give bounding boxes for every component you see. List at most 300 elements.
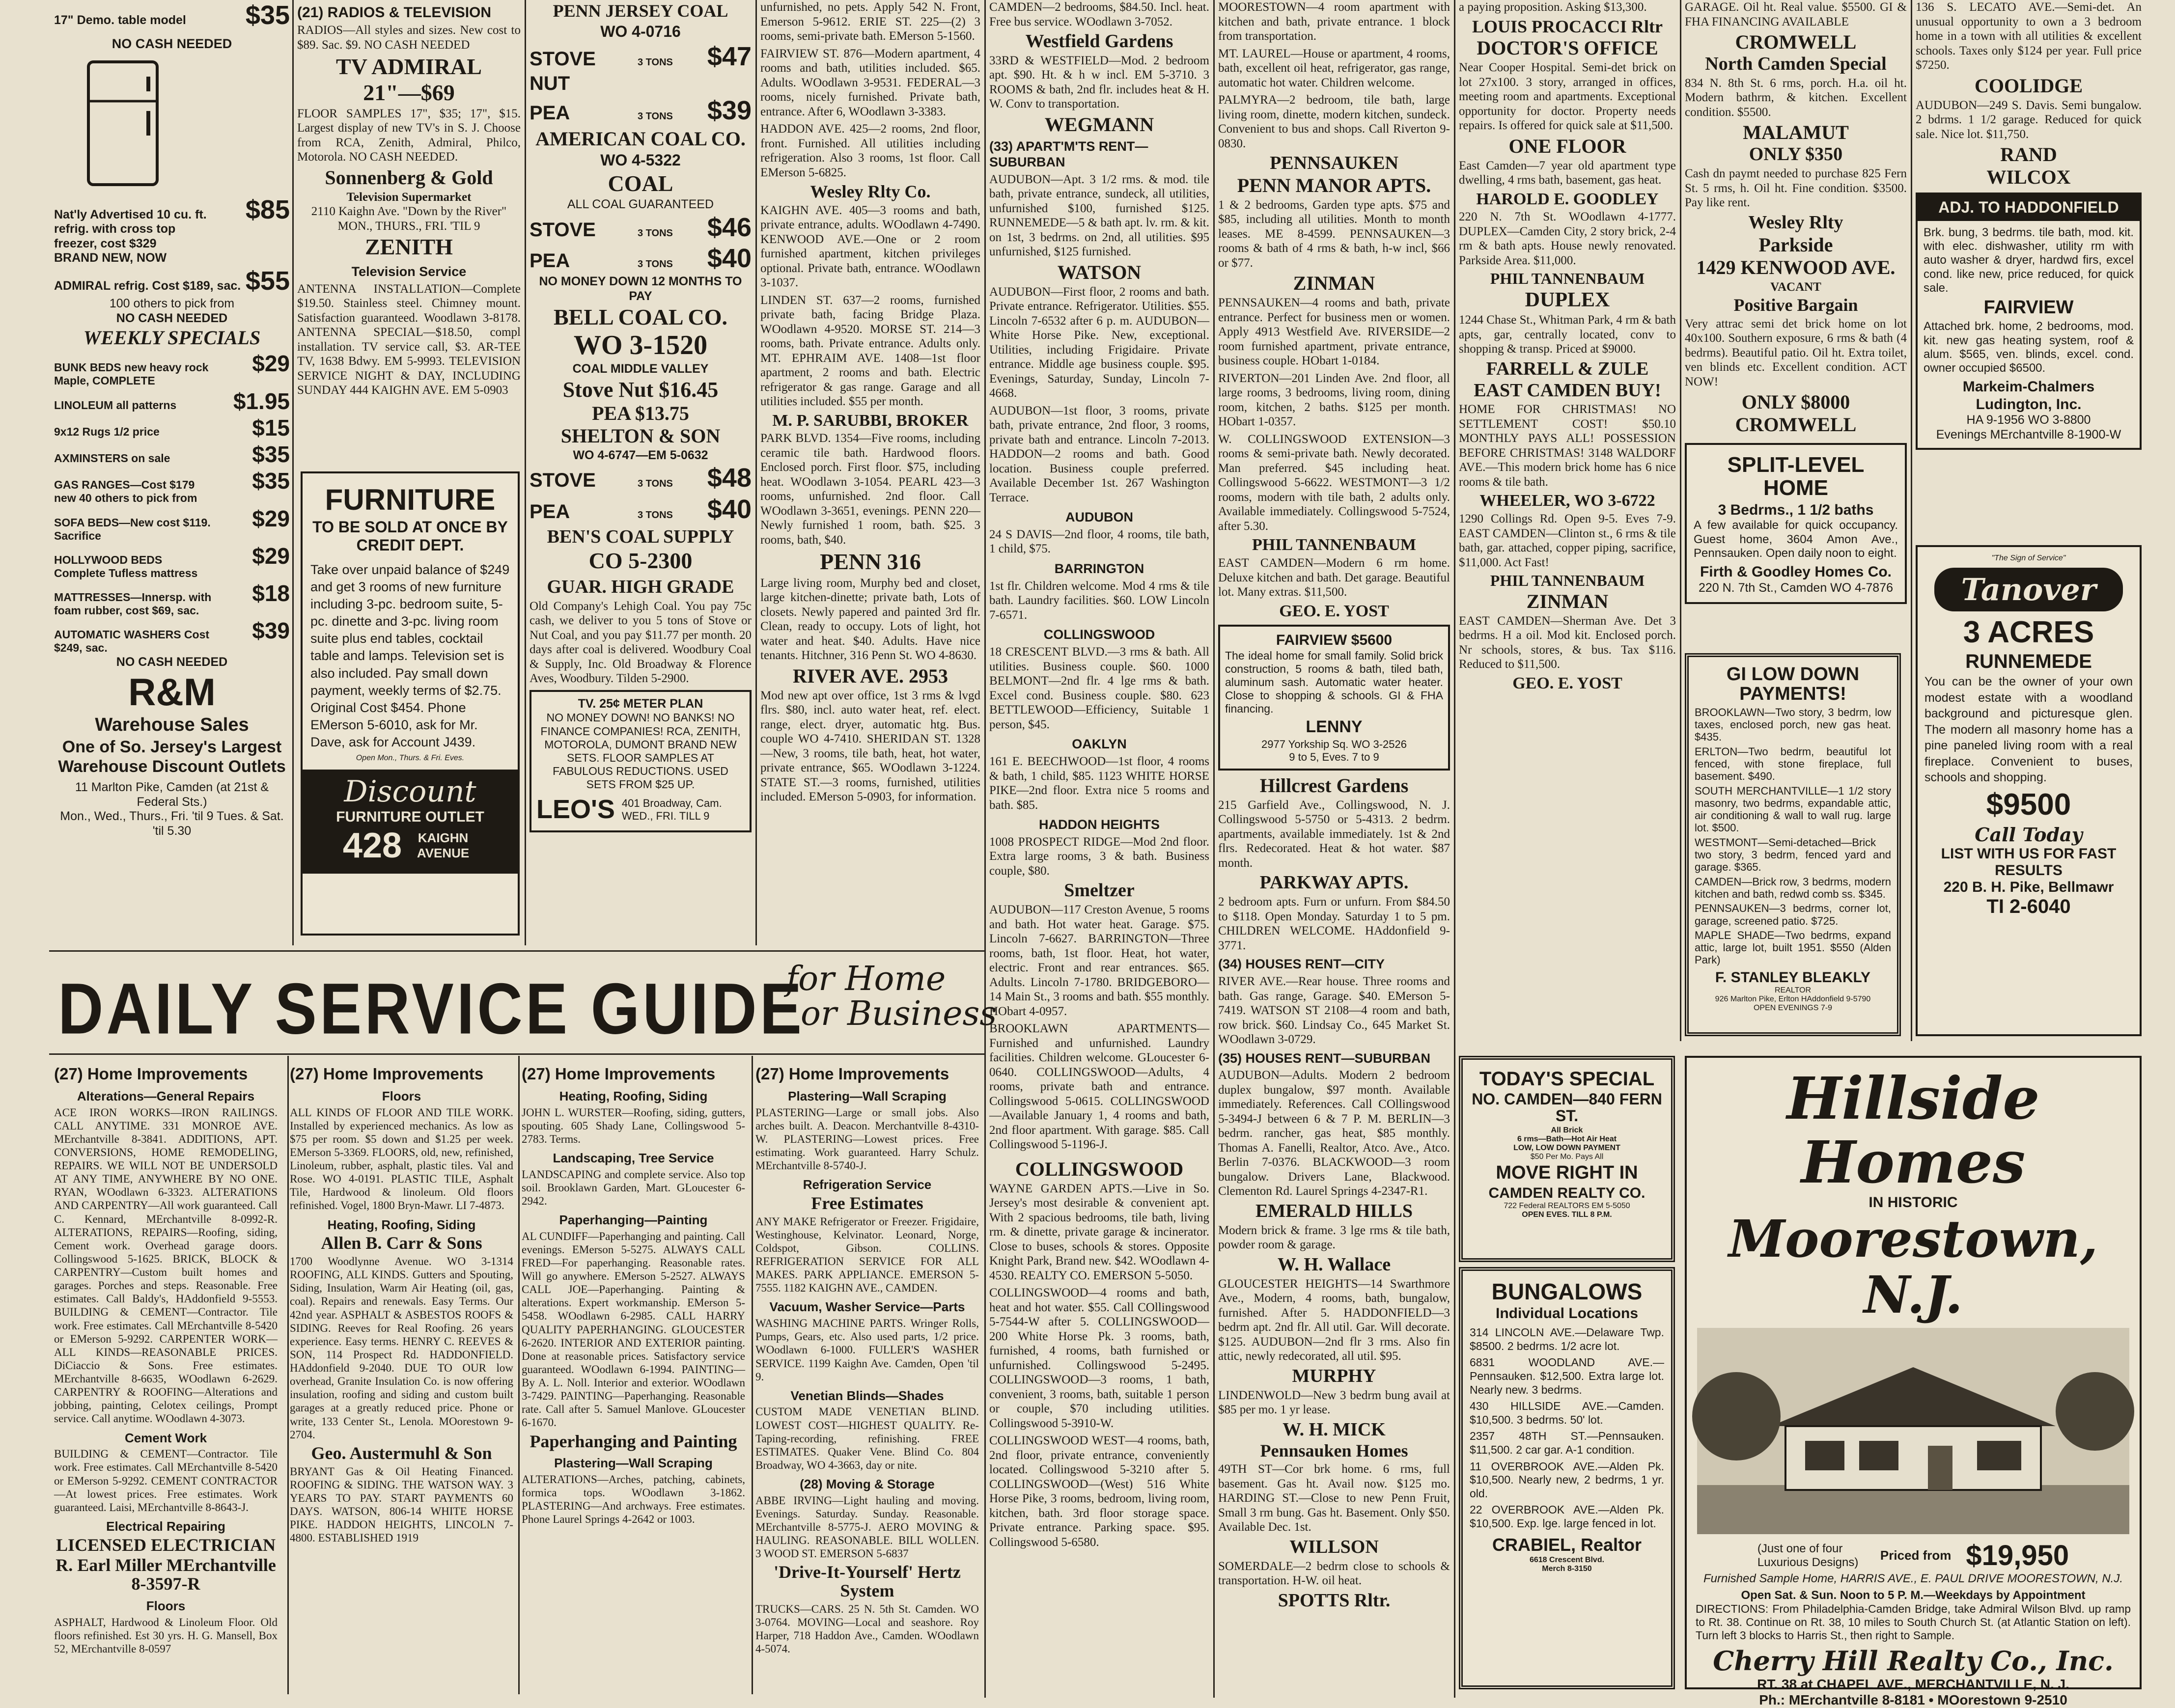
subsection-heading: Vacuum, Washer Service—Parts (769, 1299, 965, 1315)
bens-coal-name: BEN'S COAL SUPPLY (547, 526, 734, 547)
tv-meter-heading: TV. 25¢ METER PLAN (578, 696, 703, 711)
split-text: A few available for quick occupancy. Guest home, 3604 Amon Ave., Pennsauken. Open daily noon to eight. (1694, 519, 1898, 560)
special-low: LOW, LOW DOWN PAYMENT (1513, 1144, 1620, 1153)
special-price: $29 (252, 543, 290, 569)
special-row (54, 350, 290, 387)
column-rule (1213, 0, 1215, 1698)
bell-coal-name: BELL COAL CO. (553, 304, 728, 330)
special-open: OPEN EVES. TILL 8 P.M. (1522, 1211, 1612, 1219)
listing-text: BRYANT Gas & Oil Heating Financed. ROOFING & SIDING. THE WATSON WAY. 3 YEARS TO PAY. START PAYMENTS 60 DAYS. WATSON, 806-14 WHITE HORSE PIKE. HADDON HEIGHTS, LINCOLN 7-4800. ESTABLISHED 1919 (290, 1465, 513, 1544)
todays-special-ad (1459, 1056, 1675, 1262)
penn-manor-name: PENN MANOR APTS. (1237, 174, 1431, 196)
cromwell-name: CROMWELL (1735, 31, 1857, 53)
subsection-heading: Venetian Blinds—Shades (790, 1388, 944, 1403)
no-cash-label: NO CASH NEEDED (112, 36, 232, 51)
sarubbi-name: M. P. SARUBBI, BROKER (772, 411, 969, 430)
suburban-apartments-column: CAMDEN—2 bedrooms, $84.50. Incl. heat. Free bus service. WOodlawn 3-7052. Westfield Gardens 33RD & WESTFIELD—Mod. 2 bedroom apt. $90. Ht. & h w incl. EM 5-3710. 3 ROOMS & bath, 2nd flr. includes heat & H. W. Conv to transportation. WEGMANN (33) APART'M'TS RENT—SUBURBAN AUDUBON—Apt. 3 1/2 rms. & mod. tile bath, private entrance, sundeck, all utilities, unfurnished $100, furnished $125. RUNNEMEDE—5 & bath apt. lv. rm. & kit. on 1st, 3 bedrms. on 2nd, all utilities. $95 unfurnished, $125 furnished. WATSON AUDUBON—First floor, 2 rooms and bath. Private entrance. Refrigerator. Utilities. $55. Lincoln 7-6532 after 6 p. m. AUDUBON—White Horse Pike. New, exceptional. Utilities, including Frigidaire. Private entrance. Middle age business couple. $95. Evenings, Saturday, Sunday, Lincoln 7-4668. AUDUBON—1st floor, 3 rooms, private bath, private entrance, 2nd floor, 3 rooms, private bath and entrance. Lincoln 7-2013. HADDON—2 rooms and bath. Good location. Business couple preferred. Available December 1st. 267 Washington Terrace. AUDUBON 24 S DAVIS—2nd floor, 4 rooms, tile bath, 1 child, $75. BARRINGTON 1st flr. Children welcome. Mod 4 rms & tile bath. Laundry facilities. $60. LOW Lincoln 7-6571. COLLINGSWOOD 18 CRESCENT BLVD.—3 rms & bath. All utilities. Business couple. $60. 1000 BELMONT—2nd flr. 4 lge rms & bath. Excel cond. Business couple. $80. 623 BETTLEWOOD—Efficiency, Suitable 1 person, $45. OAKLYN 161 E. BEECHWOOD—1st floor, 4 rooms & bath, 1 child, $85. 1123 WHITE HORSE PIKE—2nd floor. Extra nice 5 rooms and bath. $85. HADDON HEIGHTS 1008 PROSPECT RIDGE—Mod 2nd floor. Extra large rooms, 3 & bath. Business couple, $80. Smeltzer AUDUBON—117 Creston Avenue, 5 rooms and bath. Hot water heat. Garage. $75. Lincoln 7-6627. BARRINGTON—Three rooms, bath, 1st floor. Heat, hot water, electric. Front and rear entrances. $65. Adults. Lincoln 7-1780. BRIDGEBORO—14 Main St., 3 rooms and bath. $55 monthly. HObart 4-0957. BROOKLAWN APARTMENTS—Furnished and unfurnished. Laundry facilities. Children welcome. GLoucester 6-0640. COLLINGSWOOD—Adults, 4 rooms, private bath and entrance. Collingswood 5-0615. COLLINGSWOOD—Available January 1, 4 rooms and bath, 2nd floor apartment. With garage. $85. Call Collingswood 5-1196-J. COLLINGSWOOD WAYNE GARDEN APTS.—Live in So. Jersey's most desirable & convenient apt. With 2 spacious bedrooms, tile bath, living rm. & dinette, private garage & incinerator. Close to buses, schools & stores. Opposite Knight Park, Brand new. $42. WOodlawn 4-4530. REALTY CO. EMERSON 5-5050. COLLINGSWOOD—4 rooms and bath, heat and hot water. $55. Call COllingswood 5-7544-W after 5. COLLINGSWOOD—200 White Horse Pk. 3 rooms, bath, furnished, 4 rooms, bath furnished or unfurnished. Collingswood 5-2495. COLLINGSWOOD—3 rooms, 1 bath, convenient, 3 rooms, bath, suitable 1 person or couple, $70 including utilities. Collingswood 5-3910-W. COLLINGSWOOD WEST—4 rooms, bath, 2nd floor, private entrance, conveniently located. Collingswood 5-3210 after 5. COLLINGSWOOD—(West) 516 White Horse Pike, 3 rooms, bedroom, living room, kitchen, bath. 3rd floor storage space. Private entrance. Parking space. $95. Collingswood 5-6580. (989, 0, 1209, 1549)
leos-address: 401 Broadway, Cam. WED., FRI. TILL 9 (621, 797, 722, 823)
brand-new-label: BRAND NEW, NOW (54, 251, 167, 265)
special-row (54, 388, 290, 414)
coal-heading: COAL (608, 170, 673, 196)
special-item: SOFA BEDS—New cost $119. Sacrifice (54, 516, 211, 542)
others-label: 100 others to pick from (109, 297, 235, 311)
penn-jersey-name: PENN JERSEY COAL (553, 1, 728, 21)
item-label: Nat'ly Advertised 10 cu. ft. refrig. with cross top freezer, cost $329 (54, 207, 207, 250)
section-rule (49, 950, 984, 952)
coal-price-row (530, 243, 752, 275)
watson-name: WATSON (1057, 261, 1142, 283)
subsection-heading: Floors (146, 1598, 186, 1613)
listing-text: ACE IRON WORKS—IRON RAILINGS. CALL ANYTIME. 331 MONROE AVE. MErchantville 8-3841. ADDITIONS, APT. CONVERSIONS, HOME REMODELING, REPAIRS. WE WILL NOT BE UNDERSOLD AT ANY TIME, ANYWHERE BY NO ONE. RYAN, WOodlawn 6-3323. ALTERATIONS AND CARPENTRY—All work guaranteed. Call C. Kennard, MErchantville 8-0992-R. ALTERATIONS, REPAIRS—Roofing, siding, Cement work. Overhead garage doors. Collingswood 5-1625. BRICK, BLOCK & CARPENTRY—Custom built homes and garages. Porches and steps. Reasonable. Free estimates. Call Baldy's, HAddonfield 9-5553. BUILDING & CEMENT—Contractor. Tile work. Free estimates. Call MErchantville 8-5420 or EMerson 5-9292. CARPENTER WORK—ALL KINDS—REASONABLE PRICES. DiCiaccio & Sons. Free estimates. MErchantville 8-6635, WOodlawn 6-2629. CARPENTRY & ROOFING—Alterations and jobbing, painting, Celotex ceilings, Prompt service. Call anytime. WOodlawn 4-3073. (54, 1106, 278, 1425)
mick-name: W. H. MICK (1283, 1419, 1386, 1440)
advertiser-name: Paperhanging and Painting (530, 1431, 737, 1451)
farrell-name: FARRELL & ZULE (1486, 358, 1649, 379)
gi-listing: SOUTH MERCHANTVILLE—1 1/2 story masonry, two bedrms, expandable attic, air conditioning & wall to wall rug. large lot. $500. (1695, 784, 1891, 834)
section-heading: (27) Home Improvements (290, 1065, 484, 1083)
sonnenberg-name: Sonnenberg & Gold (325, 166, 493, 189)
shelton-phone: WO 4-6747—EM 5-0632 (573, 448, 708, 462)
gi-listing-list (1695, 706, 1891, 966)
coal-grade: PEA (530, 102, 570, 124)
coal-price: $46 (707, 212, 752, 242)
willson-name: WILLSON (1289, 1536, 1379, 1557)
tv-text: FLOOR SAMPLES 17", $35; 17", $15. Largest display of new TV's in S. J. Choose from RCA, Zenith, Admiral, Philco, Motorola. NO CASH NEEDED. (297, 107, 521, 164)
furniture-credit-title: FURNITURE (325, 483, 496, 516)
tanover-name: Tanover (1961, 572, 2096, 607)
hillside-price: $19,950 (1966, 1540, 2069, 1572)
outlet-number: 428 (342, 826, 402, 866)
hillside-title: Hillside Homes (1786, 1064, 2040, 1196)
rm-line1: Warehouse Sales (95, 714, 249, 735)
special-price: $35 (252, 468, 290, 494)
outlet-label: FURNITURE OUTLET (336, 809, 484, 826)
crabiel-address: 6618 Crescent Blvd. (1529, 1556, 1605, 1565)
cherry-hill-name: Cherry Hill Realty Co., Inc. (1713, 1645, 2114, 1677)
markeim-phone: HA 9-1956 WO 3-8800 (1966, 413, 2091, 427)
acres-price: $9500 (1986, 787, 2071, 822)
advertiser-name: LICENSED ELECTRICIAN (56, 1535, 276, 1555)
special-row (54, 617, 290, 655)
listing-text: ALTERATIONS—Arches, patching, cabinets, formica tops. WOodlawn 3-1862. PLASTERING—And archways. Free estimates. Phone Laurel Springs 4-2642 or 1003. (522, 1473, 745, 1526)
american-coal-phone: WO 4-5322 (600, 151, 681, 169)
special-rooms: 6 rms—Bath—Hot Air Heat (1517, 1135, 1617, 1144)
coal-grade: STOVE (530, 48, 596, 70)
no-cash-label: NO CASH NEEDED (116, 655, 228, 669)
malamut-name: MALAMUT (1743, 121, 1849, 144)
coal-unit: 3 TONS (638, 478, 673, 490)
tv-service-text: ANTENNA INSTALLATION—Complete $19.50. Stainless steel. Chimney mount. Satisfaction guaranteed. Woodlawn 3-8178. ANTENNA SPECIAL—$18.50, compl installation. TV service call, $3. AR-TEE TV, 1638 Bdwy. EM 5-9993. TELEVISION SERVICE NIGHT & DAY, INCLUDING SUNDAY 444 KAIGHN AVE. EM 5-0903 (297, 282, 521, 397)
bungalows-sub: Individual Locations (1495, 1305, 1639, 1322)
bleakly-name: F. STANLEY BLEAKLY (1715, 969, 1871, 986)
cherry-hill-address: RT. 38 at CHAPEL AVE., MERCHANTVILLE, N. J. (1757, 1677, 2069, 1692)
subsection-heading: Alterations—General Repairs (77, 1088, 255, 1103)
tannenbaum-name: PHIL TANNENBAUM (1490, 270, 1645, 288)
coal-price-table (530, 212, 752, 275)
ti-phone: TI 2-6040 (1986, 895, 2071, 917)
special-pays: $50 Per Mo. Pays All (1530, 1153, 1604, 1161)
wesley-name: Wesley Rlty Co. (810, 182, 931, 201)
coal-price-row (530, 72, 752, 95)
coal-price: $40 (707, 495, 752, 524)
rm-address: 11 Marlton Pike, Camden (at 21st & Federal Sts.) (75, 780, 269, 809)
special-address: NO. CAMDEN—840 FERN ST. (1472, 1090, 1662, 1125)
special-item: BUNK BEDS new heavy rock Maple, COMPLETE (54, 361, 209, 387)
coal-price-row (530, 212, 752, 244)
listing-text: ANY MAKE Refrigerator or Freezer. Frigidaire, Westinghouse, Kelvinator. Leonard, Norge, Coldspot, Gibson. COLLINS. REFRIGERATION SERVICE FOR ALL MAKES. PARK APPLIANCE. EMERSON 5-7555. 1182 KAIGHN AVE., CAMDEN. (755, 1215, 979, 1295)
list-with-us: LIST WITH US FOR FAST RESULTS (1941, 845, 2117, 879)
special-brick: All Brick (1551, 1126, 1583, 1135)
weekly-specials-heading: WEEKLY SPECIALS (83, 327, 261, 349)
fairview-box-text: The ideal home for small family. Solid brick construction, 5 rooms & bath, tiled bath, aluminum sash. Automatic water heater. Close to shopping & schools. GI & FHA financing. (1225, 649, 1443, 716)
spotts-name: SPOTTS Rltr. (1278, 1590, 1391, 1611)
special-price: $39 (252, 618, 290, 644)
special-item: 9x12 Rugs 1/2 price (54, 425, 160, 438)
advertiser-name: R. Earl Miller MErchantville 8-3597-R (56, 1555, 276, 1594)
bleakly-evenings: OPEN EVENINGS 7-9 (1753, 1003, 1833, 1012)
parkside-name: Parkside (1758, 233, 1833, 256)
bungalow-listing: 2357 48TH ST.—Pennsauken. $11,500. 2 car gar. A-1 condition. (1470, 1430, 1664, 1457)
special-title: TODAY'S SPECIAL (1479, 1068, 1655, 1090)
coal-unit: 3 TONS (638, 111, 673, 122)
wallace-name: W. H. Wallace (1277, 1254, 1391, 1275)
river-ave-name: RIVER AVE. 2953 (793, 664, 948, 687)
section-heading: (27) Home Improvements (755, 1065, 949, 1083)
subsection-heading: Heating, Roofing, Siding (327, 1217, 476, 1232)
daily-service-guide-title: DAILY SERVICE GUIDE (58, 968, 805, 1049)
special-item: HOLLYWOOD BEDS Complete Tufless mattress (54, 553, 198, 579)
tanover-ad (1916, 545, 2142, 1036)
listing-text: ALL KINDS OF FLOOR AND TILE WORK. Installed by experienced mechanics. As low as $75 per room. $5 down and $1.25 per week. EMerson 5-3369. FLOORS, old, new, refinished, Linoleum, rubber, asphalt, plastic tiles. Val and Rose. WO 4-0191. PLASTIC TILE, Asphalt Tile, Hardwood & linoleum. Old floors refinished. Vogel, 1800 Bryn-Mawr. LI 7-4873. (290, 1106, 513, 1212)
cromwell-name: CROMWELL (1735, 413, 1857, 436)
gi-listing: CAMDEN—Brick row, 3 bedrms, modern kitchen and bath, redwd comb ss. $345. (1695, 875, 1891, 900)
penn316-name: PENN 316 (820, 549, 921, 575)
rand-name: RAND (2000, 143, 2057, 165)
special-row (54, 468, 290, 505)
bungalow-listing: 6831 WOODLAND AVE.—Pennsauken. $12,500. Extra large lot. Nearly new. 3 bedrms. (1470, 1356, 1664, 1396)
sonnenberg-address: 2110 Kaighn Ave. "Down by the River" MON., THURS., FRI. 'TIL 9 (311, 205, 507, 233)
coal-grade: PEA (530, 250, 570, 272)
wilcox-name: WILCOX (1986, 166, 2071, 188)
outlet-street: KAIGHN AVENUE (417, 830, 470, 861)
section-heading: (35) HOUSES RENT—SUBURBAN (1218, 1050, 1431, 1066)
coal-price: $48 (707, 463, 752, 493)
column-rule (1680, 0, 1681, 1041)
coal-price-table (530, 41, 752, 127)
stove-nut-price: Stove Nut $16.45 (562, 377, 719, 402)
houses-column: MOORESTOWN—4 room apartment with kitchen and bath, private entrance. 1 block from transportation. MT. LAUREL—House or apartment, 4 rooms, bath, excellent oil heat, refrigerator, gas range, automatic hot water. Children welcome. PALMYRA—2 bedroom, tile bath, large living room, dinette, modern kitchen, sundeck. Convenient to bus and shops. Call Riverton 9-0830. PENNSAUKEN PENN MANOR APTS. 1 & 2 bedrooms, Garden type apts. $75 and $85, including all utilities. Month to month leases. ME 8-4599. PENNSAUKEN—3 rooms & bath of 4 rms & bath, h-w incl, $66 or $77. ZINMAN PENNSAUKEN—4 rooms and bath, private entrance. Perfect for business men or women. Apply 4913 Westfield Ave. RIVERSIDE—2 room furnished apartment, private entrance, business couple. HObart 1-0184. RIVERTON—201 Linden Ave. 2nd floor, all large rooms, 3 bedrooms, living room, dining room, kitchen, 2 baths. $125 per month. HObart 1-0357. W. COLLINGSWOOD EXTENSION—3 rooms & semi-private bath. Newly decorated. Man preferred. $45 including heat. Collingswood 5-6622. WESTMONT—3 1/2 rooms, modern with tile bath, 2 adults only. Available immediately. Collingswood 5-7524, after 5.30. PHIL TANNENBAUM EAST CAMDEN—Modern 6 rm home. Deluxe kitchen and bath. Det garage. Beautiful lot. Many extras. $11,500. GEO. E. YOST FAIRVIEW $5600 The ideal home for small family. Solid brick construction, 5 rooms & bath, tiled bath, aluminum sash. Automatic water heater. Close to shopping & schools. GI & FHA financing. LENNY 2977 Yorkship Sq. WO 3-2526 9 to 5, Eves. 7 to 9 Hillcrest Gardens 215 Garfield Ave., Collingswood, N. J. Collingswood 5-5750 or 5-4313. 2 bedrm. apartments, available immediately. 1st & 2nd flrs. Redecorated. Heat & hot water. $87 month. PARKWAY APTS. 2 bedroom apts. Furn or unfurn. From $84.50 to $118. Open Monday. Saturday 1 to 5 pm. CHILDREN WELCOME. HAddonfield 9-3771. (34) HOUSES RENT—CITY RIVER AVE.—Rear house. Three rooms and bath. Gas range, Garage. $40. EMerson 5-7419. WATSON ST 2108—4 room and bath, row brick. $60. Lindsay Co., 645 Market St. WOodlawn 3-0729. (35) HOUSES RENT—SUBURBAN AUDUBON—Adults. Modern 2 bedroom duplex bungalow, $97 month. Available immediately. References. Call COllingswood 5-3494-J between 6 & 7 P. M. BERLIN—3 bedrm. rancher, gas heat, $85 monthly. Thomas A. Fanelli, Realtor, Atco. Ave., Atco. Berlin 7-0376. BLACKWOOD—3 room bungalow. Drivers Lane, Blackwood. Clementon Rd. Laurel Springs 4-2347-R1. EMERALD HILLS Modern brick & frame. 3 lge rms & tile bath, powder room & garage. W. H. Wallace GLOUCESTER HEIGHTS—14 Swarthmore Ave., Modern, 4 rooms, bath, bungalow, furnished. After 5. HADDONFIELD—3 bedrm apt. 2nd flr. All util. Gar. Will decorate. $125. AUDUBON—2nd flr 3 rms. Also fin attic, newly redecorated, all util. $95. MURPHY LINDENWOLD—New 3 bedrm bung avail at $85 per mo. 1 yr lease. W. H. MICK Pennsauken Homes 49TH ST—Cor brk home. 6 rms, full basement. Gas ht. Avail now. $125 mo. HARDING ST.—Close to new Penn Fruit, Small 3 rm bung. Gas ht. Basement. Only $50. Available Dec. 1st. WILLSON SOMERDALE—2 bedrm close to schools & transportation. H-W. oil heat. SPOTTS Rltr. (1218, 0, 1450, 1611)
firth-address: 220 N. 7th St., Camden WO 4-7876 (1698, 580, 1894, 595)
only350-name: ONLY $350 (1749, 144, 1843, 165)
kenwood-name: 1429 KENWOOD AVE. (1696, 256, 1896, 278)
bungalows-ad (1459, 1267, 1675, 1689)
subsection-heading: Cement Work (124, 1430, 207, 1445)
positive-bargain: Positive Bargain (1733, 295, 1858, 315)
subsection-heading: Heating, Roofing, Siding (559, 1088, 708, 1103)
rm-line2: One of So. Jersey's Largest Warehouse Discount Outlets (58, 737, 286, 776)
adj-title: ADJ. TO HADDONFIELD (1918, 194, 2140, 221)
column-rule (1911, 0, 1912, 1041)
penn-homes-name: Pennsauken Homes (1260, 1440, 1408, 1460)
bungalow-listing: 11 OVERBROOK AVE.—Alden Pk. $10,500. Nearly new, 2 bedrms, 1 yr. old. (1470, 1460, 1664, 1500)
murphy-name: MURPHY (1292, 1365, 1376, 1386)
section-heading: (21) RADIOS & TELEVISION (297, 4, 492, 21)
coal-unit: 3 TONS (638, 259, 673, 270)
coal-price-row (530, 41, 752, 73)
no-money-label: NO MONEY DOWN 12 MONTHS TO PAY (539, 275, 742, 303)
sonnenberg-sub: Television Supermarket (346, 190, 472, 204)
guar-heading: GUAR. HIGH GRADE (547, 577, 734, 598)
coal-grade: NUT (530, 73, 570, 95)
tanover-logo (1934, 568, 2123, 611)
cherry-hill-phone: Ph.: MErchantville 8-8181 • MOorestown 9-2510 (1759, 1692, 2067, 1708)
pea-price: PEA $13.75 (592, 402, 689, 424)
split-level-ad (1685, 443, 1907, 604)
fairview-box-title: FAIRVIEW $5600 (1276, 632, 1393, 649)
coolidge-name: COOLIDGE (1974, 74, 2083, 97)
listing-text: CUSTOM MADE VENETIAN BLIND. LOWEST COST—HIGHEST QUALITY. Re-Taping-recording, refinishing. FREE ESTIMATES. Quaker Vene. Blind Co. 804 Broadway, WO 4-3663, day or nite. (755, 1405, 979, 1471)
goodley-name: HAROLD E. GOODLEY (1476, 190, 1659, 208)
guide-sub-line1: for Home (786, 960, 946, 998)
listing-text: BUILDING & CEMENT—Contractor. Tile work. Free estimates. Call MErchantville 8-5420 or EMerson 5-9292. CEMENT CONTRACTOR—At lowest prices. Free estimates. Work guaranteed. Laisi, MErchantville 8-8643-J. (54, 1448, 278, 1514)
service-guide-column (522, 1061, 745, 1694)
zinman-name: ZINMAN (1293, 272, 1375, 295)
special-row (54, 580, 290, 617)
listing-text: PLASTERING—Large or small jobs. Also arches built. A. Deacon. Merchantville 8-4310-W. PLASTERING—Lowest prices. Free estimating. Work guaranteed. Harry Schulz. MErchantville 8-5740-J. (755, 1106, 979, 1172)
hillside-note: (Just one of four Luxurious Designs) (1757, 1542, 1859, 1569)
tannenbaum-name: PHIL TANNENBAUM (1490, 572, 1645, 590)
gi-title: GI LOW DOWN PAYMENTS! (1726, 664, 1860, 704)
tanover-sign: "The Sign of Service" (1991, 554, 2066, 562)
lenny-hours: 9 to 5, Eves. 7 to 9 (1289, 750, 1379, 763)
east-camden-name: EAST CAMDEN BUY! (1474, 380, 1661, 401)
collingswood-name: COLLINGSWOOD (1015, 1157, 1184, 1180)
wheeler-name: WHEELER, WO 3-6722 (1479, 492, 1655, 510)
hillside-priced: Priced from (1880, 1548, 1952, 1563)
special-row (54, 543, 290, 580)
adj-text: Brk. bung, 3 bedrms. tile bath, mod. kit. with elec. dishwasher, utility rm with auto washer & dryer, hardwd firs, excel cond. like new, price reduced, for quick sale. (1924, 225, 2134, 295)
leos-name: LEO'S (536, 795, 615, 825)
section-rule (49, 1053, 984, 1055)
zenith-name: ZENITH (365, 234, 453, 260)
yost-name: GEO. E. YOST (1279, 602, 1389, 620)
listing-text: JOHN L. WURSTER—Roofing, siding, gutters, spouting. 605 Shady Lane, Collingswood 5-2783. Terms. (522, 1106, 745, 1145)
tv-admiral-price: 21"—$69 (363, 80, 455, 105)
coal-price-row (530, 95, 752, 127)
listing-text: WASHING MACHINE PARTS. Wringer Rolls, Pumps, Gears, etc. Also used parts, 1/2 price. WOodlawn 6-1000. FULLER'S WASHER SERVICE. 1199 Kaighn Ave. Camden, Open 'til 9. (755, 1317, 979, 1383)
zinman-name: ZINMAN (1526, 590, 1609, 612)
gi-payments-ad (1685, 653, 1901, 1036)
furniture-warehouse-ad (54, 0, 290, 945)
item-price: $85 (245, 194, 290, 224)
hillside-directions: DIRECTIONS: From Philadelphia-Camden Bridge, take Admiral Wilson Blvd. up ramp to Rt. 38. Continue on Rt. 38, 10 miles to South Church St. (at Atlantic Station on left). Turn left 3 blocks to Harris St., then right to Sample. (1696, 1602, 2131, 1642)
fairview-text: Attached brk. home, 2 bedrooms, mod. kit. new gas heating system, roof & alum. $565, ven. blinds, excel. cond. owner occupied $6500. (1924, 320, 2134, 375)
column-rule (525, 0, 526, 945)
shelton-name: SHELTON & SON (560, 424, 721, 447)
furniture-credit-body: Take over unpaid balance of $249 and get 3 rooms of new furniture including 3-pc. bedroom suite, 5-pc. dinette and 3-pc. living room suite plus end tables, cocktail table and lamps. Television set is also included. Pay small down payment, weekly terms of $2.75. Original Cost $454. Phone EMerson 5-6010, ask for Mr. Dave, ask for Account J439. (310, 562, 510, 749)
special-realty: CAMDEN REALTY CO. (1488, 1185, 1645, 1202)
pike-address: 220 B. H. Pike, Bellmawr (1943, 879, 2114, 895)
runnemede-name: RUNNEMEDE (1965, 651, 2092, 673)
rm-logo: R&M (128, 670, 216, 714)
rm-hours: Mon., Wed., Thurs., Fri. 'til 9 Tues. & Sat. 'til 5.30 (60, 809, 284, 838)
hillcrest-name: Hillcrest Gardens (1259, 774, 1409, 797)
listing-text: ABBE IRVING—Light hauling and moving. Evenings. Saturday. Sunday. Reasonable. MErchantville 8-5775-J. AERO MOVING & HAULING. REASONABLE. BILL WOLLEN. 3 WOOD ST. EMERSON 5-6837 (755, 1494, 979, 1560)
coal-price: $47 (707, 41, 752, 71)
bleakly-sub: REALTOR (1774, 986, 1812, 994)
gi-listing: ERLTON—Two bedrm, beautiful lot fenced, with stone fireplace, full basement. $490. (1695, 745, 1891, 783)
only8000-name: ONLY $8000 (1741, 391, 1850, 413)
column-rule (1454, 0, 1455, 1698)
far-right-column: 136 S. LECATO AVE.—Semi-det. An unusual opportunity to own a 3 bedroom home in a town with all utilities & excellent schools. Taxes only $124 per year. Full price $7250. COOLIDGE AUDUBON—249 S. Davis. Semi bungalow. 2 bdrms. 1 1/2 garage. Reduced for quick sale. Nice lot. $11,750. RAND WILCOX ADJ. TO HADDONFIELD Brk. bung, 3 bedrms. tile bath, mod. kit. with elec. dishwasher, utility rm with auto washer & dryer, hardwd firs, excel cond. like new, price reduced, for quick sale. FAIRVIEW Attached brk. home, 2 bedrooms, mod. kit. new gas heating system, roof & alum. $565, ven. blinds, excel. cond. owner occupied $6500. Markeim-Chalmers Ludington, Inc. HA 9-1956 WO 3-8800 Evenings MErchantville 8-1900-W (1916, 0, 2142, 540)
service-guide-column (290, 1061, 513, 1694)
subsection-heading: Electrical Repairing (106, 1518, 225, 1534)
specials-list (54, 350, 290, 655)
house-illustration (1697, 1328, 2129, 1534)
special-item: MATTRESSES—Innersp. with foam rubber, cost $69, sac. (54, 591, 212, 617)
leos-tv-ad (530, 690, 752, 832)
radios-intro: RADIOS—All styles and sizes. New cost to $89. Sac. $9. NO CASH NEEDED (297, 24, 521, 52)
acres-text: You can be the owner of your own modest estate with a woodland background and picturesque glen. The modern all masonry home has a pine paneled living room with a real fireplace. Convenient to buses, schools and shopping. (1924, 675, 2133, 785)
special-item: AUTOMATIC WASHERS Cost $249, sac. (54, 628, 210, 655)
coal-price-row (530, 494, 752, 525)
no-cash-label: NO CASH NEEDED (116, 311, 228, 325)
special-row (54, 441, 290, 468)
parkway-name: PARKWAY APTS. (1259, 872, 1409, 893)
hillside-sample: Furnished Sample Home, HARRIS AVE., E. PAUL DRIVE MOORESTOWN, N.J. (1703, 1572, 2123, 1586)
section-heading: (27) Home Improvements (522, 1065, 716, 1083)
subsection-heading: Plastering—Wall Scraping (554, 1456, 713, 1471)
gi-listing: BROOKLAWN—Two story, 3 bedrm, low taxes, enclosed porch, new gas heat. $435. (1695, 706, 1891, 744)
special-item: LINOLEUM all patterns (54, 398, 177, 412)
bleakly-address: 926 Marlton Pike, Erlton HAddonfield 9-5790 (1715, 994, 1871, 1003)
refrigerator-icon (74, 57, 172, 190)
penn-jersey-phone: WO 4-0716 (600, 22, 681, 40)
service-guide-column (54, 1061, 278, 1694)
gi-listing: PENNSAUKEN—3 bedrms, corner lot, garage, screened patio. $725. (1695, 902, 1891, 927)
firth-name: Firth & Goodley Homes Co. (1700, 564, 1892, 580)
bungalow-listing: 22 OVERBROOK AVE.—Alden Pk. $10,500. Exp. lge. large fenced in lot. (1470, 1503, 1664, 1530)
coal-column (530, 0, 752, 945)
listing-text: 1700 Woodlynne Avenue. WO 3-1314 ROOFING, ALL KINDS. Gutters and Spouting, Siding, Insulation, Warm Air Heating (oil, gas, coal). Repairs and renewals. Easy Terms. Our 42nd year. ASPHALT & ASBESTOS ROOFS & SIDING. Reeves for Real Roofing. 26 years experience. Easy terms. HENRY C. REEVES & SON, 114 Prospect Rd. HADDONFIELD. HAddonfield 9-2040. DUE TO OUR low overhead, Granite Insulation Co. is now offering insulation, roofing and siding and custom built garages at a greatly reduced price. Phone or write, 133 Center St., Lenola. MOorestown 9-2704. (290, 1255, 513, 1441)
furniture-credit-ad (301, 471, 520, 936)
right-listings-column: GARAGE. Oil ht. Real value. $5500. GI & FHA FINANCING AVAILABLE CROMWELL North Camden Special 834 N. 8th St. 6 rms, porch. H.a. oil ht. Modern bathrm, & kitchen. Excellent condition. $5500. MALAMUT ONLY $350 Cash dn paymt needed to purchase 825 Fern St. 5 rms, h. Oil ht. Fine condition. $3500. Pay like rent. Wesley Rlty Parkside 1429 KENWOOD AVE. VACANT Positive Bargain Very attrac semi det brick home on lot 40x100. Southern exposure, 6 rms & bath (4 bedrms). Beautiful patio. Oil ht. Extra toilet, ven blinds etc. Excellent condition. ACT NOW! ONLY $8000 CROMWELL SPLIT-LEVEL HOME 3 Bedrms., 1 1/2 baths A few available for quick occupancy. Guest home, 3604 Amon Ave., Pennsauken. Open daily noon to eight. Firth & Goodley Homes Co. 220 N. 7th St., Camden WO 4-7876 (1685, 0, 1907, 835)
daily-service-guide-sub (786, 962, 997, 1032)
subsection-heading: Plastering—Wall Scraping (788, 1088, 947, 1103)
special-price: $29 (252, 351, 290, 377)
north-camden-name: North Camden Special (1705, 54, 1887, 74)
split-title: SPLIT-LEVEL HOME (1727, 453, 1865, 500)
discount-outlet-banner (303, 770, 518, 874)
apartments-column: unfurnished, no pets. Apply 542 N. Front, Emerson 5-9612. ERIE ST. 225—(2) 3 rooms, semi-private bath. EMerson 5-1560. FAIRVIEW ST. 876—Modern apartment, 4 rooms and bath, utilities included. $65. Adults. WOodlawn 3-9531. FEDERAL—3 rooms, nicely furnished. Private bath, entrance. After 6, WOodlawn 3-3383. HADDON AVE. 425—2 rooms, 2nd floor, front. Furnished. All utilities including refrigeration. Also 3 rooms, 1st floor. Call EMerson 5-6825. Wesley Rlty Co. KAIGHN AVE. 405—3 rooms and bath, private entrance, adults. WOodlawn 4-7490. KENWOOD AVE.—One or 2 room furnished apartment, kitchen privileges optional. Private bath, entrance. WOodlawn 3-1037. LINDEN ST. 637—2 rooms, furnished private bath, facing Bridge Plaza. WOodlawn 4-9520. MORSE ST. 214—3 rooms, bath. Private entrance. Adults only. MT. EPHRAIM AVE. 1408—1st floor apartment, 2 rooms and bath. Electric refrigerator & gas range. Garage and all utilities included. $55 per month. M. P. SARUBBI, BROKER PARK BLVD. 1354—Five rooms, including ceramic tile bath. Hardwood floors. Enclosed porch. First floor. $75, including heat. WOodlawn 3-1054. PEARL 423—3 rooms, unfurnished. 2nd floor. Call WOodlawn 3-3651, evenings. PENN 220—Newly furnished 1 room, bath. $25. 3 rooms, bath, $40. PENN 316 Large living room, Murphy bed and closet, large kitchen-dinette; private bath, Lots of closets. Newly papered and painted 3rd flr. Clean, ready to occupy. Lots of light, hot water and heat. $40. Adults. Have nice tenants. Hitchner, 316 Penn St. WO 4-8630. RIVER AVE. 2953 Mod new apt over office, 1st 3 rms & lvgd flrs. $80, incl. auto water heat, ref. elect. range, elect. dryer, automatic htg. Bus. couple WO 4-7410. SHERIDAN ST. 1328—New, 3 rooms, tile bath, heat, hot water, private entrance, $65. WOodlawn 3-1224. STATE ST.—3 rooms, furnished, utilities included. EMerson 5-0903, for information. (760, 0, 980, 804)
coal-price-row (530, 463, 752, 494)
advertiser-name: Free Estimates (811, 1193, 923, 1213)
middle-valley-label: COAL MIDDLE VALLEY (572, 362, 709, 376)
houses-for-sale-column: a paying proposition. Asking $13,300. LOUIS PROCACCI Rltr DOCTOR'S OFFICE Near Cooper Hospital. Semi-det brick on lot 27x100. 3 story, arranged in offices, meeting room and apartments. Exceptional opportunity for doctor. Property needs repairs. Is offered for quick sale at $11,500. ONE FLOOR East Camden—7 year old apartment type dwelling, 4 rms bath, basement, gas heat. HAROLD E. GOODLEY 220 N. 7th St. WOodlawn 4-1777. DUPLEX—Camden City, 2 story brick, 2-4 rm & bath apts. House newly renovated. Parkside Area. $11,000. PHIL TANNENBAUM DUPLEX 1244 Chase St., Whitman Park, 4 rm & bath apts, gar, centrally located, conv to shopping & transp. Priced at $9000. FARRELL & ZULE EAST CAMDEN BUY! HOME FOR CHRISTMAS! NO SETTLEMENT COST! $50.10 MONTHLY PAYS ALL! POSSESSION BEFORE CHRISTMAS! 3148 WALDORF AVE.—This modern brick home has 6 nice rooms & tile bath. WHEELER, WO 3-6722 1290 Collings Rd. Open 9-5. Eves 7-9. EAST CAMDEN—Clinton st., 6 rms & tile bath, gar. attached, copper piping, sacrifice, $11,000. Act Fast! PHIL TANNENBAUM ZINMAN EAST CAMDEN—Sherman Ave. Det 3 bedrms. H a oil. Mod kit. Enclosed porch. Nr schools, stores, & bus. Tax $116. Reduced to $11,500. GEO. E. YOST (1459, 0, 1676, 692)
special-price: $1.95 (233, 388, 290, 414)
special-realty-address: 722 Federal REALTORS EM 5-5050 (1504, 1202, 1630, 1211)
markeim-name: Markeim-Chalmers Ludington, Inc. (1962, 379, 2095, 413)
special-row (54, 505, 290, 543)
listing-text: LANDSCAPING and complete service. Also top soil. Brooklawn Garden, Mart. GLoucester 6-2942. (522, 1168, 745, 1207)
special-price: $15 (252, 414, 290, 441)
coal-price-table (530, 463, 752, 525)
special-move: MOVE RIGHT IN (1496, 1162, 1638, 1184)
listing-text: ASPHALT, Hardwood & Linoleum Floor. Old floors refinished. Est 30 yrs. H. G. Mansell, Box 52, MErchantville 8-0597 (54, 1616, 278, 1655)
bungalow-listing: 314 LINCOLN AVE.—Delaware Twp. $8500. 2 bedrms. 1/2 acre lot. (1470, 1326, 1664, 1352)
westfield-name: Westfield Gardens (1025, 31, 1173, 52)
one-floor-name: ONE FLOOR (1508, 135, 1626, 157)
column-rule (755, 0, 757, 945)
service-guide-column (755, 1061, 979, 1694)
tv-meter-text: NO MONEY DOWN! NO BANKS! NO FINANCE COMPANIES! RCA, ZENITH, MOTOROLA, DUMONT BRAND NEW SETS. FLOOR SAMPLES AT FABULOUS REDUCTIONS. USED SETS FROM $25 UP. (540, 711, 741, 791)
subsection-heading: Floors (382, 1088, 421, 1103)
split-sub: 3 Bedrms., 1 1/2 baths (1718, 501, 1874, 518)
advertiser-name: Allen B. Carr & Sons (321, 1233, 482, 1253)
coal-price: $40 (707, 244, 752, 274)
gi-listing: WESTMONT—Semi-detached—Brick two story, 3 bedrm, fenced yard and garage. $365. (1695, 836, 1891, 874)
subsection-heading: (28) Moving & Storage (800, 1477, 935, 1492)
acres-title: 3 ACRES (1963, 615, 2094, 649)
bungalow-listing-list (1470, 1326, 1664, 1530)
special-item: GAS RANGES—Cost $179 new 40 others to pick from (54, 478, 197, 505)
hillside-open: Open Sat. & Sun. Noon to 5 P. M.—Weekdays by Appointment (1741, 1589, 2086, 1602)
procacci-name: LOUIS PROCACCI Rltr (1472, 16, 1663, 36)
special-row (54, 414, 290, 441)
item-price: $35 (245, 0, 290, 30)
yost-name: GEO. E. YOST (1512, 674, 1622, 692)
coal-guaranteed: ALL COAL GUARANTEED (567, 197, 714, 212)
coal-grade: STOVE (530, 219, 596, 241)
guar-text: Old Company's Lehigh Coal. You pay 75c cash, we deliver to you 5 tons of Stove or Nut Coal, and you pay $11.77 per month. 20 days after coal is delivered. Woodbury Coal & Supply, Inc. Old Broadway & Florence Aves, Woodbury. Tilden 5-2900. (530, 599, 752, 686)
section-heading: (34) HOUSES RENT—CITY (1218, 957, 1385, 972)
item-label: 17" Demo. table model (54, 13, 186, 27)
duplex-name: DUPLEX (1525, 289, 1610, 312)
subsection-heading: Refrigeration Service (803, 1177, 932, 1192)
subsection-heading: Paperhanging—Painting (559, 1212, 708, 1228)
discount-label: Discount (344, 774, 476, 809)
call-today: Call Today (1975, 823, 2083, 846)
column-rule (752, 1056, 753, 1694)
advertiser-name: 'Drive-It-Yourself' Hertz System (774, 1562, 961, 1601)
special-price: $18 (252, 580, 290, 606)
column-rule (518, 1056, 520, 1694)
hillside-homes-ad (1685, 1056, 2142, 1708)
subsection-heading: Landscaping, Tree Service (553, 1150, 714, 1165)
lenny-name: LENNY (1306, 717, 1363, 737)
furniture-credit-hours: Open Mon., Thurs. & Fri. Eves. (356, 754, 465, 763)
guide-sub-line2: or Business (801, 994, 997, 1034)
bens-coal-phone: CO 5-2300 (588, 548, 693, 573)
item-price: $55 (245, 266, 290, 296)
crabiel-name: CRABIEL, Realtor (1492, 1534, 1642, 1555)
hillside-in-historic: IN HISTORIC (1868, 1194, 1958, 1211)
coal-unit: 3 TONS (638, 510, 673, 521)
wesley-rlty-name: Wesley Rlty (1748, 212, 1843, 233)
subsection-heading: Television Service (351, 264, 467, 279)
hillside-town: Moorestown, N.J. (1728, 1208, 2098, 1325)
fairview-title: FAIRVIEW (1983, 297, 2074, 318)
haddonfield-ad (1916, 193, 2142, 450)
special-item: AXMINSTERS on sale (54, 452, 170, 465)
column-rule (287, 1056, 289, 1694)
crabiel-phone: Merch 8-3150 (1542, 1565, 1592, 1573)
smeltzer-name: Smeltzer (1064, 880, 1135, 901)
wegmann-name: WEGMANN (1044, 113, 1154, 136)
fairview-lenny-ad (1218, 625, 1450, 771)
special-price: $29 (252, 505, 290, 531)
tannenbaum-name: PHIL TANNENBAUM (1252, 536, 1417, 554)
coal-price: $39 (707, 96, 752, 126)
